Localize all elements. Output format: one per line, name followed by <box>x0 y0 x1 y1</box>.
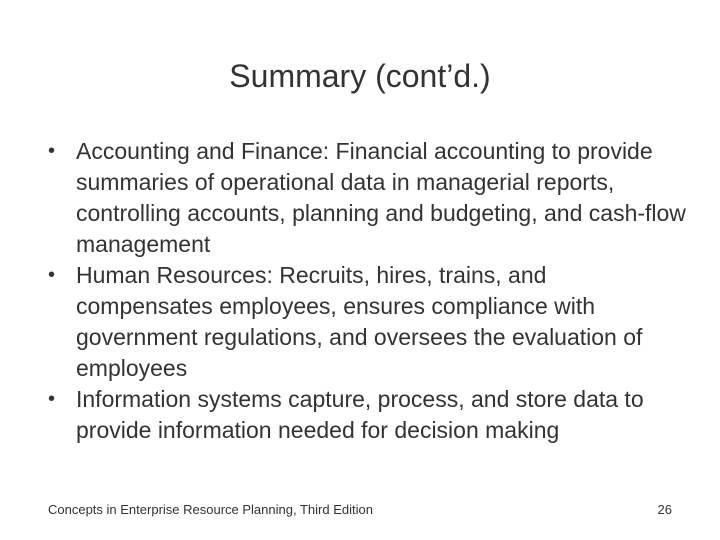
page-number: 26 <box>657 502 672 517</box>
bullet-text: Human Resources: Recruits, hires, trains, and compensates employees, ensures compliance with government regulations, and oversees the evaluation of employees <box>76 262 643 381</box>
bullet-item <box>48 384 688 446</box>
bullet-marker: • <box>48 140 56 162</box>
bullet-item <box>48 136 688 260</box>
bullet-text: Accounting and Finance: Financial accounting to provide summaries of operational data in managerial reports, controlling accounts, planning and budgeting, and cash-flow management <box>76 138 686 257</box>
bullet-item <box>48 260 688 384</box>
bullet-marker: • <box>48 388 56 410</box>
bullet-text: Information systems capture, process, and store data to provide information needed for decision making <box>76 386 644 443</box>
bullet-list <box>48 136 688 446</box>
footer-source: Concepts in Enterprise Resource Planning, Third Edition <box>48 502 373 517</box>
bullet-marker: • <box>48 264 56 286</box>
slide-title: Summary (cont’d.) <box>229 58 491 94</box>
